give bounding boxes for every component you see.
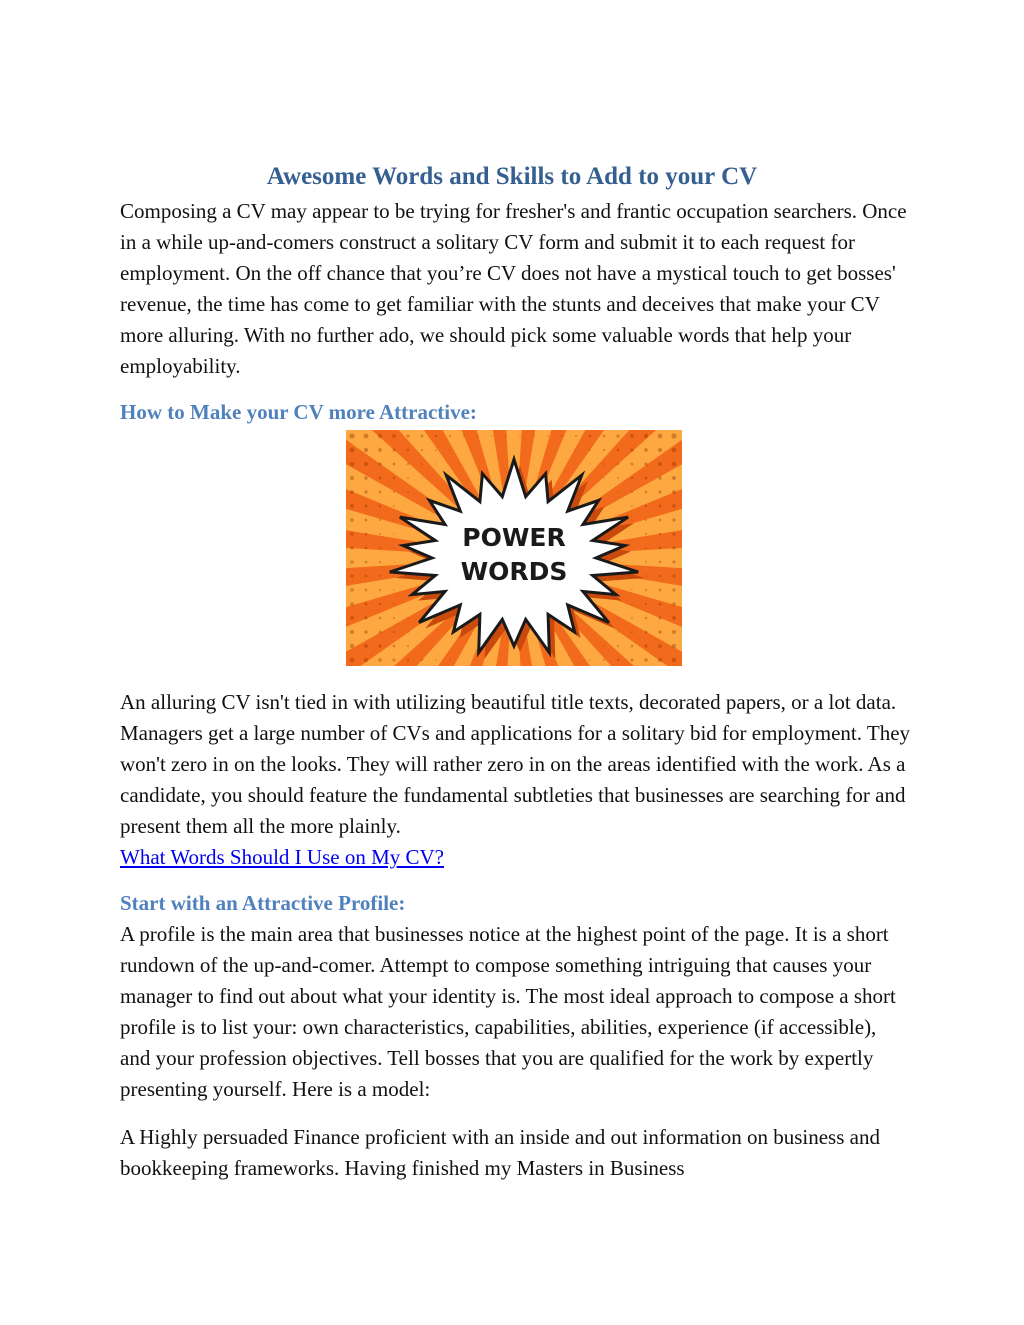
profile-example: A Highly persuaded Finance proficient with an inside and out information on business and bookkeeping frameworks. Having finished my Masters in Business bbox=[120, 1125, 880, 1180]
power-words-burst-icon bbox=[346, 430, 682, 666]
power-words-image bbox=[346, 430, 682, 666]
power-text: POWER bbox=[462, 523, 566, 552]
section2-body: A profile is the main area that businesses notice at the highest point of the page. It is a short rundown of the up-and-comer. Attempt to compose something intriguing that causes your manager to find out about what your identity is. The most ideal approach to compose a short profile is to list your: own characteristics, capabilities, abilities, experience (if accessible), and your profession objectives. Tell bosses that you are qualified for the work by expertly presenting yourself. Here is a model: bbox=[120, 922, 896, 1101]
section-heading-attractive-cv: How to Make your CV more Attractive: bbox=[120, 400, 477, 424]
section1-body bbox=[120, 687, 910, 873]
document-title: Awesome Words and Skills to Add to your CV bbox=[266, 163, 758, 190]
intro-paragraph: Composing a CV may appear to be trying for fresher's and frantic occupation searchers. Once in a while up-and-comers construct a solitary CV form and submit it to each request for employment. On the off chance that you’re CV does not have a mystical touch to get bosses' revenue, the time has come to get familiar with the stunts and deceives that make your CV more alluring. With no further ado, we should pick some valuable words that help your employability. bbox=[120, 199, 907, 378]
section1-body-text: An alluring CV isn't tied in with utilizing beautiful title texts, decorated papers, or a lot data. Managers get a large number of CVs and applications for a solitary bid for employment. They won't zero in on the looks. They will rather zero in on the areas identified with the work. As a candidate, you should feature the fundamental subtleties that businesses are searching for and present them all the more plainly. bbox=[120, 690, 911, 838]
words-text: WORDS bbox=[460, 557, 568, 586]
section-heading-profile: Start with an Attractive Profile: bbox=[120, 891, 406, 915]
what-words-link[interactable]: What Words Should I Use on My CV? bbox=[120, 845, 444, 869]
